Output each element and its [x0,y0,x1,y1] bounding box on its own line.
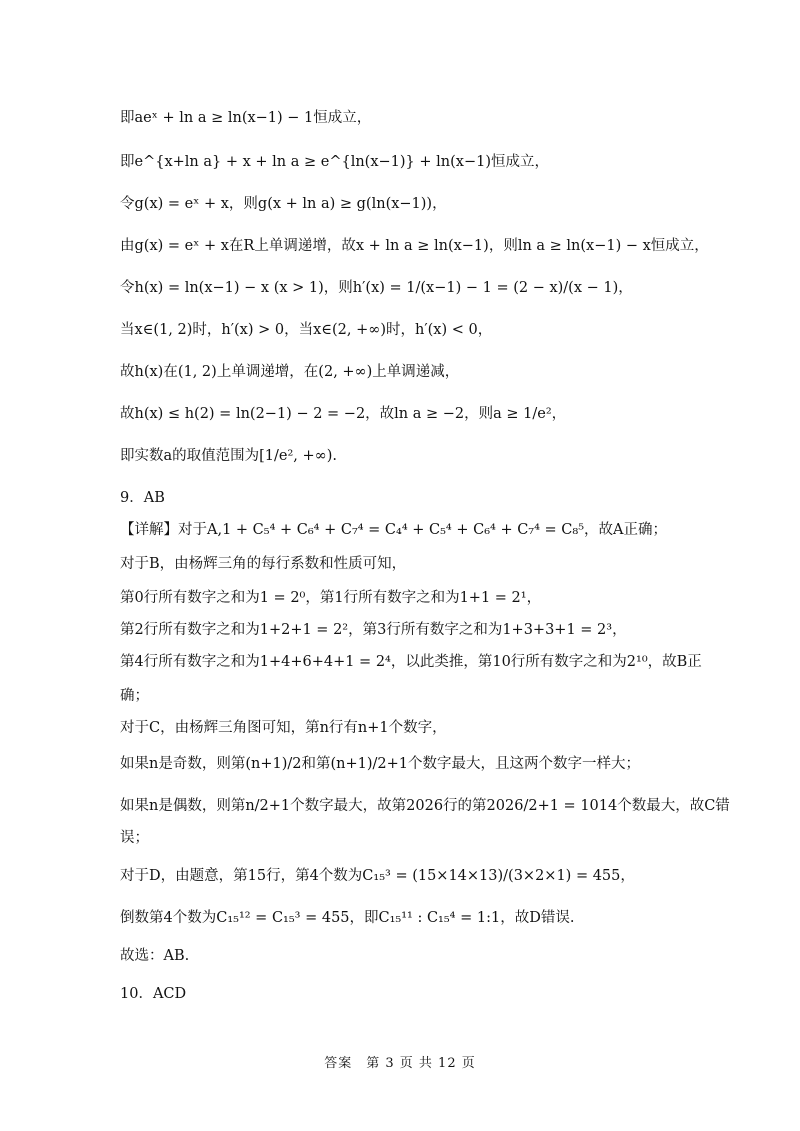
text-line: 即实数a的取值范围为[1/e², +∞). [120,448,338,464]
text-line: 故h(x)在(1, 2)上单调递增，在(2, +∞)上单调递减， [120,364,460,380]
text-line: 第2行所有数字之和为1+2+1 = 2²，第3行所有数字之和为1+3+3+1 = 2³， [120,622,627,638]
text-line: 即aeˣ + ln a ≥ ln(x−1) − 1恒成立， [120,110,372,126]
text-line: 当x∈(1, 2)时，h′(x) > 0，当x∈(2, +∞)时，h′(x) < 0， [120,322,493,338]
text-line: 对于D，由题意，第15行，第4个数为C₁₅³ = (15×14×13)/(3×2×1) = 455， [120,868,635,884]
text-line: 倒数第4个数为C₁₅¹² = C₁₅³ = 455，即C₁₅¹¹ : C₁₅⁴ = 1:1，故D错误. [120,910,575,926]
text-line: 即e^{x+ln a} + x + ln a ≥ e^{ln(x−1)} + ln(x−1)恒成立， [120,154,549,170]
text-line: 确； [120,688,149,704]
text-line: 由g(x) = eˣ + x在R上单调递增，故x + ln a ≥ ln(x−1)，则ln a ≥ ln(x−1) − x恒成立， [120,238,709,254]
text-line: 令h(x) = ln(x−1) − x (x > 1)，则h′(x) = 1/(x−1) − 1 = (2 − x)/(x − 1)， [120,280,633,296]
text-line: 对于B，由杨辉三角的每行系数和性质可知， [120,556,407,572]
text-line: 故选：AB. [120,948,190,964]
text-line: 第0行所有数字之和为1 = 2⁰，第1行所有数字之和为1+1 = 2¹， [120,590,542,606]
text-line: 误； [120,830,149,846]
text-line: 令g(x) = eˣ + x，则g(x + ln a) ≥ g(ln(x−1))， [120,196,447,212]
question-number: 9．AB [120,490,165,506]
text-line: 如果n是奇数，则第(n+1)/2和第(n+1)/2+1个数字最大，且这两个数字一样大； [120,756,640,772]
question-number: 10．ACD [120,986,187,1002]
text-line: 对于C，由杨辉三角图可知，第n行有n+1个数字， [120,720,447,736]
text-line: 【详解】对于A,1 + C₅⁴ + C₆⁴ + C₇⁴ = C₄⁴ + C₅⁴ + C₆⁴ + C₇⁴ = C₈⁵，故A正确； [120,522,667,538]
page-footer: 答案 第 3 页 共 12 页 [324,1056,476,1071]
text-line: 如果n是偶数，则第n/2+1个数字最大，故第2026行的第2026/2+1 = 1014个数最大，故C错 [120,798,730,814]
text-line: 第4行所有数字之和为1+4+6+4+1 = 2⁴，以此类推，第10行所有数字之和为2¹⁰，故B正 [120,654,702,670]
text-line: 故h(x) ≤ h(2) = ln(2−1) − 2 = −2，故ln a ≥ −2，则a ≥ 1/e²， [120,406,567,422]
